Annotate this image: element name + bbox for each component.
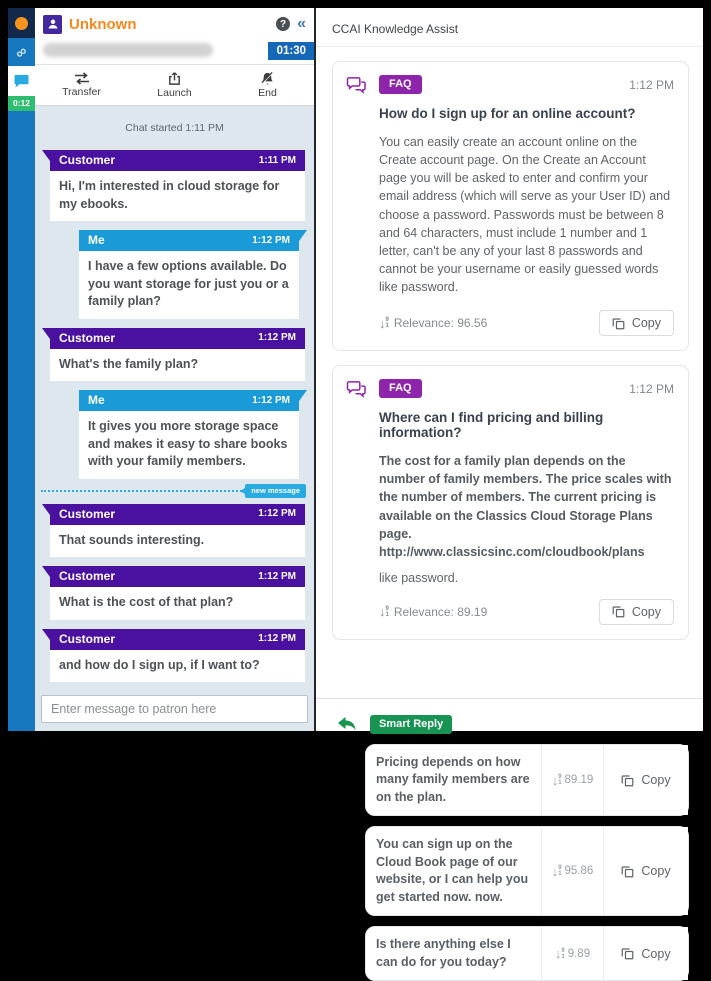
chat-message-agent <box>79 390 299 479</box>
knowledge-assist-panel <box>316 8 703 969</box>
copy-button[interactable] <box>604 827 688 915</box>
launch-button[interactable] <box>128 65 221 105</box>
transfer-button[interactable] <box>35 65 128 105</box>
message-text: Hi, I'm interested in cloud storage for my ebooks. <box>50 171 305 221</box>
app-rail <box>8 8 35 731</box>
smart-reply-badge: Smart Reply <box>370 715 452 734</box>
presence-button[interactable] <box>8 8 35 38</box>
reply-arrow-icon <box>337 716 357 732</box>
session-timer-badge: 01:30 <box>268 42 314 60</box>
sort-descending-icon: ↓ 9 1 <box>554 946 565 962</box>
message-text: What's the family plan? <box>50 349 305 382</box>
chat-message-customer <box>50 504 305 558</box>
panel-title: CCAI Knowledge Assist <box>316 22 703 47</box>
copy-icon <box>612 605 625 618</box>
copy-button[interactable] <box>604 927 688 980</box>
copy-label: Copy <box>641 773 671 788</box>
smart-reply-item[interactable] <box>365 926 689 981</box>
help-icon[interactable]: ? <box>276 17 290 31</box>
rail-chat-tab[interactable] <box>8 66 35 96</box>
smart-reply-text: Pricing depends on how many family members are on the plan. <box>366 745 542 816</box>
smart-reply-item[interactable] <box>365 826 689 916</box>
faq-answer: You can easily create an account online on the Create account page. On the Create an Account page you will be asked to enter and confirm your email address (which will serve as your User ID) and choose a password. Passwords must be between 8 and 64 characters, must include 1 number and 1 letter, can't be any of your last 8 passwords and cannot be your username or easily guessed words like password. <box>379 135 671 294</box>
faq-badge: FAQ <box>379 379 422 398</box>
new-message-divider <box>41 485 306 495</box>
message-text: It gives you more storage space and makes it easy to share books with your family members. <box>79 411 299 479</box>
smart-reply-text: Is there anything else I can do for you today? <box>366 927 542 980</box>
message-sender: Customer <box>59 153 116 167</box>
chat-message-customer <box>50 150 305 221</box>
message-sender: Customer <box>59 330 116 345</box>
collapse-panel-icon[interactable]: « <box>297 15 306 32</box>
message-text: What is the cost of that plan? <box>50 587 305 620</box>
message-time: 1:12 PM <box>252 394 290 406</box>
copy-label: Copy <box>641 946 671 961</box>
copy-icon <box>621 947 634 960</box>
copy-icon <box>612 317 625 330</box>
chat-message-agent <box>79 230 299 319</box>
message-time: 1:12 PM <box>258 633 296 644</box>
transfer-label: Transfer <box>62 86 101 98</box>
person-icon <box>47 18 59 30</box>
message-time: 1:12 PM <box>258 570 296 582</box>
smart-reply-score: ↓ 9 1 9.89 <box>542 927 604 980</box>
chat-message-customer <box>50 629 305 683</box>
smart-reply-item[interactable] <box>365 744 689 817</box>
chat-message-customer <box>50 328 305 382</box>
card-timestamp: 1:12 PM <box>629 381 674 396</box>
new-message-badge: new message <box>245 484 306 498</box>
message-sender: Me <box>88 233 105 247</box>
sort-descending-icon: ↓ 9 1 <box>379 315 389 331</box>
transfer-icon <box>74 72 90 85</box>
end-bell-muted-icon <box>260 71 275 86</box>
relevance-label: Relevance: 89.19 <box>393 604 488 619</box>
smart-reply-text: You can sign up on the Cloud Book page of our website, or I can help you get started now. now. <box>366 827 542 915</box>
sort-descending-icon: ↓ 9 1 <box>379 604 389 620</box>
end-button[interactable] <box>221 65 314 105</box>
end-label: End <box>258 87 277 99</box>
link-icon: ∞ <box>12 42 31 62</box>
smart-reply-score: ↓ 9 1 89.19 <box>542 745 604 816</box>
faq-badge: FAQ <box>379 75 422 94</box>
customer-avatar <box>43 15 62 34</box>
chat-message-customer <box>50 566 305 620</box>
launch-label: Launch <box>157 87 192 99</box>
customer-name: Unknown <box>69 15 137 33</box>
chat-bubble-icon <box>14 74 29 88</box>
relevance-score <box>379 605 487 619</box>
faq-question: How do I sign up for an online account? <box>379 106 636 121</box>
copy-label: Copy <box>631 316 661 331</box>
message-sender: Customer <box>59 506 116 521</box>
smart-reply-section <box>316 698 703 981</box>
copy-icon <box>621 865 634 878</box>
faq-answer-link[interactable]: http://www.classicsinc.com/cloudbook/plans <box>379 544 645 559</box>
presence-status-icon <box>15 17 28 30</box>
copy-icon <box>621 774 634 787</box>
faq-answer-extra: like password. <box>379 570 459 585</box>
message-text: That sounds interesting. <box>50 525 305 558</box>
chat-toolbar <box>35 64 314 106</box>
message-text: I have a few options available. Do you want storage for just you or a family plan? <box>79 251 299 319</box>
copy-label: Copy <box>641 864 671 879</box>
chat-subheader <box>35 40 314 64</box>
faq-question: Where can I find pricing and billing information? <box>379 410 604 441</box>
relevance-score <box>379 316 487 330</box>
copy-button[interactable] <box>599 310 674 336</box>
chat-widget <box>35 8 316 731</box>
chat-started-label: Chat started 1:11 PM <box>125 122 224 134</box>
rail-link-button[interactable] <box>8 38 35 66</box>
copy-button[interactable] <box>599 599 674 625</box>
card-timestamp: 1:12 PM <box>629 77 674 92</box>
faq-card <box>332 365 689 640</box>
launch-icon <box>167 71 182 86</box>
sort-descending-icon: ↓ 9 1 <box>551 863 562 879</box>
redacted-contact-info <box>43 43 213 57</box>
smart-reply-score: ↓ 9 1 95.86 <box>542 827 604 915</box>
message-time: 1:12 PM <box>258 332 296 343</box>
copy-button[interactable] <box>604 745 688 816</box>
message-time: 1:12 PM <box>258 508 296 519</box>
faq-chat-icon <box>346 76 367 94</box>
message-input[interactable] <box>41 695 308 723</box>
chat-duration-badge: 0:12 <box>8 96 35 111</box>
faq-chat-icon <box>346 380 367 398</box>
faq-card <box>332 61 689 351</box>
message-sender: Customer <box>59 631 116 646</box>
message-time: 1:12 PM <box>252 234 290 246</box>
relevance-label: Relevance: 96.56 <box>393 316 488 331</box>
chat-transcript[interactable] <box>35 106 314 731</box>
faq-answer <box>379 452 674 561</box>
message-text: and how do I sign up, if I want to? <box>50 650 305 683</box>
message-time: 1:11 PM <box>258 154 296 166</box>
faq-answer-text: The cost for a family plan depends on the number of family members. The price scales with the number of members. The current pricing is available on the Classics Cloud Storage Plans page. <box>379 454 672 541</box>
sort-descending-icon: ↓ 9 1 <box>551 772 562 788</box>
copy-label: Copy <box>631 604 661 619</box>
message-sender: Customer <box>59 569 116 583</box>
chat-header <box>35 8 314 40</box>
message-sender: Me <box>88 393 105 407</box>
